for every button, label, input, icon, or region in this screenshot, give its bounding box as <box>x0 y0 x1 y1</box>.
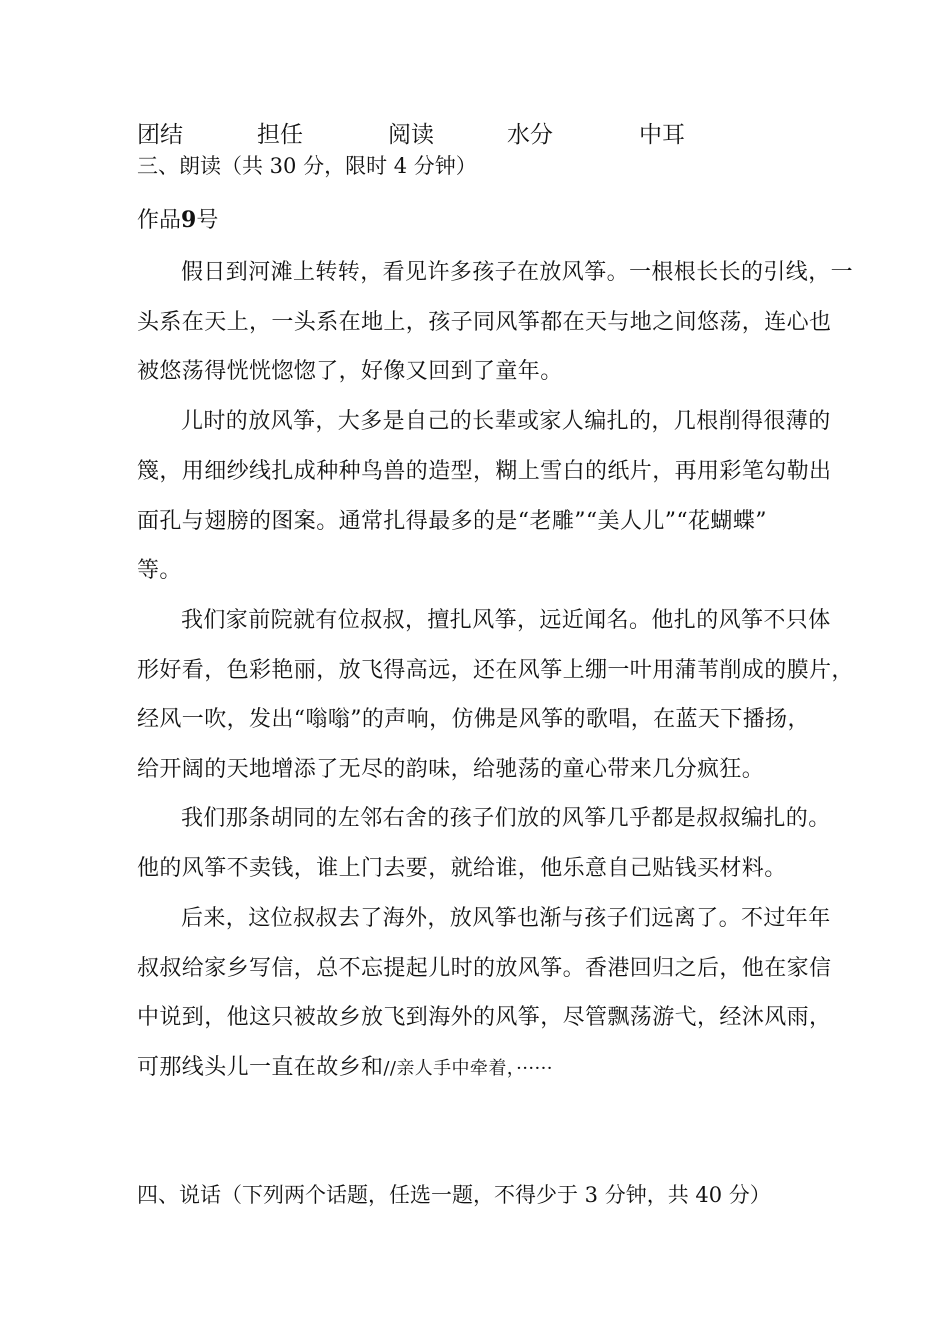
last-line-main: 可那线头儿一直在故乡和 <box>137 1055 384 1080</box>
paragraph-line: 他的风筝不卖钱，谁上门去要，就给谁，他乐意自己贴钱买材料。 <box>137 856 787 881</box>
paragraph-line: 后来，这位叔叔去了海外，放风筝也渐与孩子们远离了。不过年年 <box>181 906 831 931</box>
paragraph-line: 中说到，他这只被故乡放飞到海外的风筝，尽管飘荡游弋，经沐风雨， <box>137 1005 832 1030</box>
paragraph-line: 篾，用细纱线扎成种种鸟兽的造型，糊上雪白的纸片，再用彩笔勾勒出 <box>137 459 832 484</box>
vocab-word: 担任 <box>257 122 303 148</box>
paragraph-line: 儿时的放风筝，大多是自己的长辈或家人编扎的，几根削得很薄的 <box>181 409 831 434</box>
last-line-end-mark: //亲人手中牵着，······ <box>383 1058 553 1079</box>
vocab-word: 中耳 <box>639 122 685 148</box>
paragraph-line: 头系在天上，一头系在地上，孩子同风筝都在天与地之间悠荡，连心也 <box>137 310 832 335</box>
paragraph-line-last <box>137 1050 553 1081</box>
paragraph-line: 形好看，色彩艳丽，放飞得高远，还在风筝上绷一叶用蒲苇削成的膜片， <box>137 658 854 683</box>
paragraph-line: 我们家前院就有位叔叔，擅扎风筝，远近闻名。他扎的风筝不只体 <box>181 608 831 633</box>
paragraph-line: 假日到河滩上转转，看见许多孩子在放风筝。一根根长长的引线，一 <box>181 260 854 285</box>
vocab-word: 团结 <box>137 122 183 148</box>
section-heading-speaking: 四、说话（下列两个话题，任选一题，不得少于 3 分钟，共 40 分） <box>137 1183 771 1207</box>
vocab-word: 阅读 <box>388 122 434 148</box>
work-title-prefix: 作品 <box>137 208 182 233</box>
paragraph-line: 我们那条胡同的左邻右舍的孩子们放的风筝几乎都是叔叔编扎的。 <box>181 806 831 831</box>
vocab-word: 水分 <box>507 122 553 148</box>
paragraph-line: 叔叔给家乡写信，总不忘提起儿时的放风筝。香港回归之后，他在家信 <box>137 956 832 981</box>
section-heading-reading: 三、朗读（共 30 分，限时 4 分钟） <box>137 154 477 178</box>
work-number: 9 <box>181 207 197 233</box>
paragraph-line: 面孔与翅膀的图案。通常扎得最多的是“老雕”“美人儿”“花蝴蝶” <box>137 509 767 534</box>
paragraph-line: 被悠荡得恍恍惚惚了，好像又回到了童年。 <box>137 359 563 384</box>
work-title-suffix: 号 <box>196 208 219 233</box>
work-title <box>137 203 218 234</box>
paragraph-line: 等。 <box>137 558 182 583</box>
paragraph-line: 经风一吹，发出“嗡嗡”的声响，仿佛是风筝的歌唱，在蓝天下播扬， <box>137 707 810 732</box>
paragraph-line: 给开阔的天地增添了无尽的韵味，给驰荡的童心带来几分疯狂。 <box>137 757 765 782</box>
